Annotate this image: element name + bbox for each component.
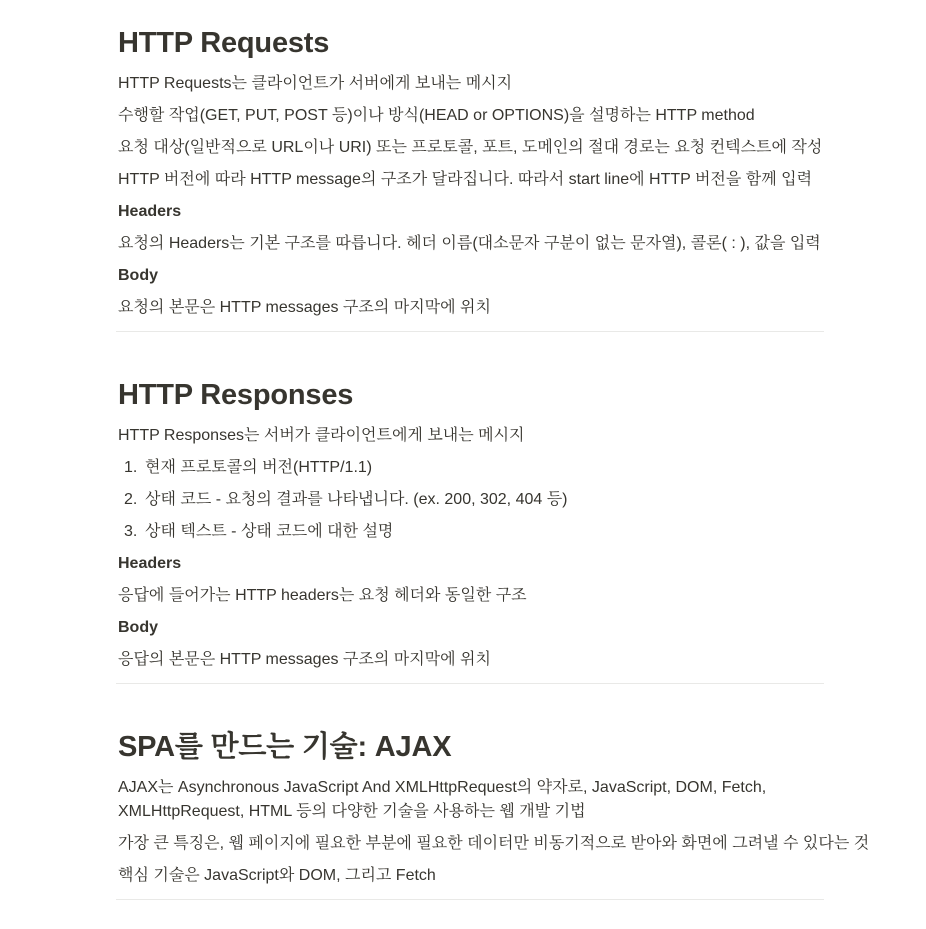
paragraph: 요청 대상(일반적으로 URL이나 URI) 또는 프로토콜, 포트, 도메인의 절대 경로는 요청 컨텍스트에 작성	[118, 139, 823, 156]
list-number: 1.	[124, 459, 138, 476]
headers-subheading: Headers	[118, 203, 182, 220]
section-http-responses	[118, 377, 568, 672]
list-item-text: 현재 프로토콜의 버전(HTTP/1.1)	[145, 459, 373, 476]
list-item	[118, 456, 568, 480]
paragraph: HTTP 버전에 따라 HTTP message의 구조가 달라집니다. 따라서 start line에 HTTP 버전을 함께 입력	[118, 171, 813, 188]
paragraph: 수행할 작업(GET, PUT, POST 등)이나 방식(HEAD or OPTIONS)을 설명하는 HTTP method	[118, 107, 755, 124]
headers-subheading: Headers	[118, 555, 182, 572]
paragraph: 요청의 본문은 HTTP messages 구조의 마지막에 위치	[118, 299, 491, 316]
list-number: 2.	[124, 491, 138, 508]
section-ajax	[118, 729, 869, 888]
list-number: 3.	[124, 523, 138, 540]
list-item-text: 상태 텍스트 - 상태 코드에 대한 설명	[145, 523, 394, 540]
numbered-list	[118, 456, 568, 544]
list-item	[118, 520, 568, 544]
paragraph: 요청의 Headers는 기본 구조를 따릅니다. 헤더 이름(대소문자 구분이 없는 문자열), 콜론( : ), 값을 입력	[118, 235, 821, 252]
paragraph: 응답의 본문은 HTTP messages 구조의 마지막에 위치	[118, 651, 491, 668]
paragraph: 핵심 기술은 JavaScript와 DOM, 그리고 Fetch	[118, 867, 436, 884]
paragraph: HTTP Responses는 서버가 클라이언트에게 보내는 메시지	[118, 427, 525, 444]
body-subheading: Body	[118, 619, 158, 636]
paragraph: 응답에 들어가는 HTTP headers는 요청 헤더와 동일한 구조	[118, 587, 527, 604]
section-heading: HTTP Responses	[118, 379, 354, 411]
paragraph: AJAX는 Asynchronous JavaScript And XMLHttpRequest의 약자로, JavaScript, DOM, Fetch, XMLHttpRequest, HTML 등의 다양한 기술을 사용하는 웹 개발 기법	[118, 779, 767, 820]
section-http-requests	[118, 25, 822, 320]
divider	[116, 899, 824, 900]
section-heading: SPA를 만드는 기술: AJAX	[118, 731, 452, 763]
paragraph: 가장 큰 특징은, 웹 페이지에 필요한 부분에 필요한 데이터만 비동기적으로 받아와 화면에 그려낼 수 있다는 것	[118, 835, 870, 852]
list-item-text: 상태 코드 - 요청의 결과를 나타냅니다. (ex. 200, 302, 404 등)	[145, 491, 568, 508]
divider	[116, 331, 824, 332]
list-item	[118, 488, 568, 512]
section-heading: HTTP Requests	[118, 27, 330, 59]
paragraph: HTTP Requests는 클라이언트가 서버에게 보내는 메시지	[118, 75, 513, 92]
divider	[116, 683, 824, 684]
body-subheading: Body	[118, 267, 158, 284]
